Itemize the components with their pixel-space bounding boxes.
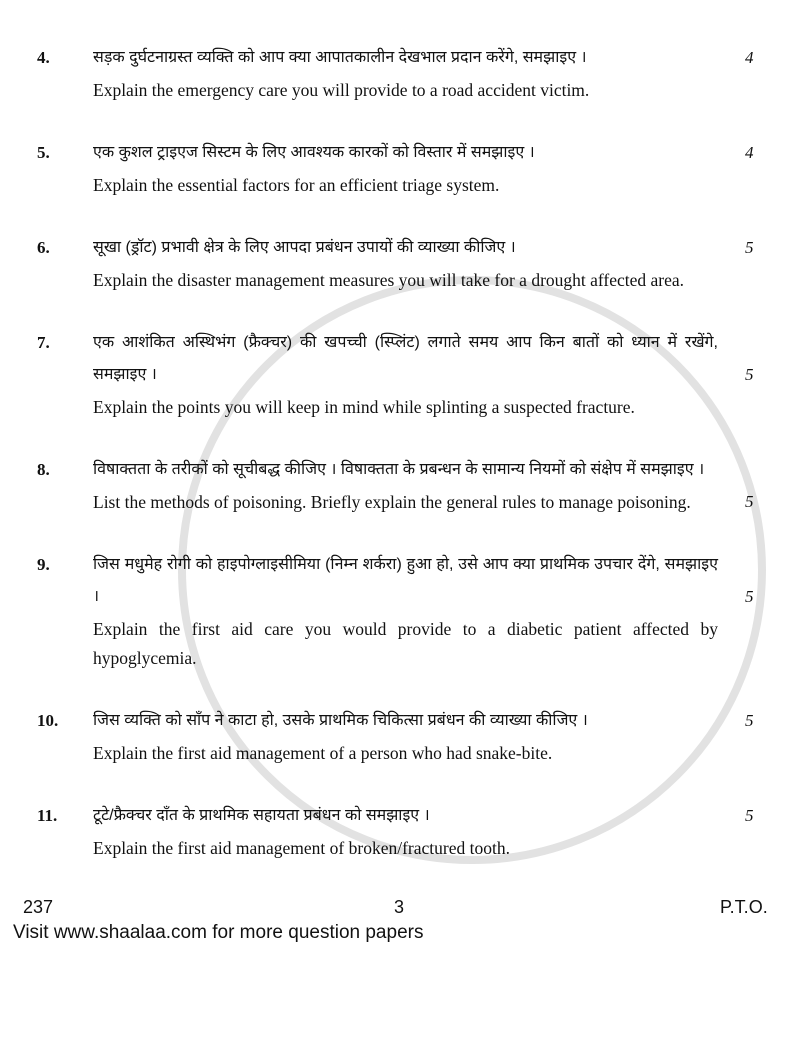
question-number: 6. bbox=[37, 238, 50, 257]
question-english: Explain the disaster management measures you will take for a drought affected area. bbox=[93, 270, 685, 290]
question-marks: 4 bbox=[745, 143, 754, 162]
question-number: 8. bbox=[37, 460, 50, 479]
question-marks: 5 bbox=[745, 492, 754, 511]
page-footer bbox=[0, 895, 800, 919]
question-number: 7. bbox=[37, 333, 50, 352]
question-hindi: सड़क दुर्घटनाग्रस्त व्यक्ति को आप क्या आपातकालीन देखभाल प्रदान करेंगे, समझाइए । bbox=[93, 49, 587, 66]
question-marks: 5 bbox=[745, 806, 754, 825]
question-marks: 4 bbox=[745, 48, 754, 67]
question-marks: 5 bbox=[745, 365, 754, 384]
question-6 bbox=[0, 232, 800, 295]
question-english: Explain the points you will keep in mind while splinting a suspected fracture. bbox=[93, 397, 635, 417]
question-hindi: विषाक्तता के तरीकों को सूचीबद्ध कीजिए । विषाक्तता के प्रबन्धन के सामान्य नियमों को संक्षेप में समझाइए । bbox=[93, 461, 705, 478]
question-english: Explain the first aid management of broken/fractured tooth. bbox=[93, 838, 510, 858]
question-marks: 5 bbox=[745, 587, 754, 606]
question-marks: 5 bbox=[745, 238, 754, 257]
question-number: 4. bbox=[37, 48, 50, 67]
pto-label: P.T.O. bbox=[720, 897, 768, 917]
question-hindi: सूखा (ड्रॉट) प्रभावी क्षेत्र के लिए आपदा प्रबंधन उपायों की व्याख्या कीजिए । bbox=[93, 239, 516, 256]
question-7 bbox=[0, 327, 800, 422]
question-number: 9. bbox=[37, 555, 50, 574]
question-number: 10. bbox=[37, 711, 59, 730]
question-marks: 5 bbox=[745, 711, 754, 730]
question-hindi: जिस व्यक्ति को साँप ने काटा हो, उसके प्राथमिक चिकित्सा प्रबंधन की व्याख्या कीजिए । bbox=[93, 712, 588, 729]
question-5 bbox=[0, 137, 800, 200]
question-4 bbox=[0, 42, 800, 105]
page-number: 3 bbox=[394, 897, 405, 917]
question-10 bbox=[0, 705, 800, 768]
question-9 bbox=[0, 549, 800, 673]
question-11 bbox=[0, 800, 800, 863]
question-hindi: एक आशंकित अस्थिभंग (फ्रैक्चर) की खपच्ची (स्प्लिंट) लगाते समय आप किन बातों को ध्यान में रखेंगे, समझाइए । bbox=[93, 334, 718, 383]
question-english: Explain the emergency care you will provide to a road accident victim. bbox=[93, 80, 590, 100]
question-english: List the methods of poisoning. Briefly explain the general rules to manage poisoning. bbox=[93, 492, 691, 512]
question-english: Explain the first aid management of a person who had snake-bite. bbox=[93, 743, 553, 763]
paper-code: 237 bbox=[23, 897, 54, 917]
question-number: 5. bbox=[37, 143, 50, 162]
question-8 bbox=[0, 454, 800, 517]
question-english: Explain the essential factors for an efficient triage system. bbox=[93, 175, 500, 195]
question-english: Explain the first aid care you would provide to a diabetic patient affected by hypoglycemia. bbox=[93, 619, 718, 668]
question-hindi: एक कुशल ट्राइएज सिस्टम के लिए आवश्यक कारकों को विस्तार में समझाइए । bbox=[93, 144, 535, 161]
question-hindi: टूटे/फ्रैक्चर दाँत के प्राथमिक सहायता प्रबंधन को समझाइए । bbox=[93, 807, 430, 824]
visit-link[interactable]: Visit www.shaalaa.com for more question papers bbox=[13, 922, 424, 943]
question-number: 11. bbox=[37, 806, 58, 825]
question-hindi: जिस मधुमेह रोगी को हाइपोग्लाइसीमिया (निम्न शर्करा) हुआ हो, उसे आप क्या प्राथमिक उपचार देंगे, समझाइए । bbox=[93, 556, 718, 605]
